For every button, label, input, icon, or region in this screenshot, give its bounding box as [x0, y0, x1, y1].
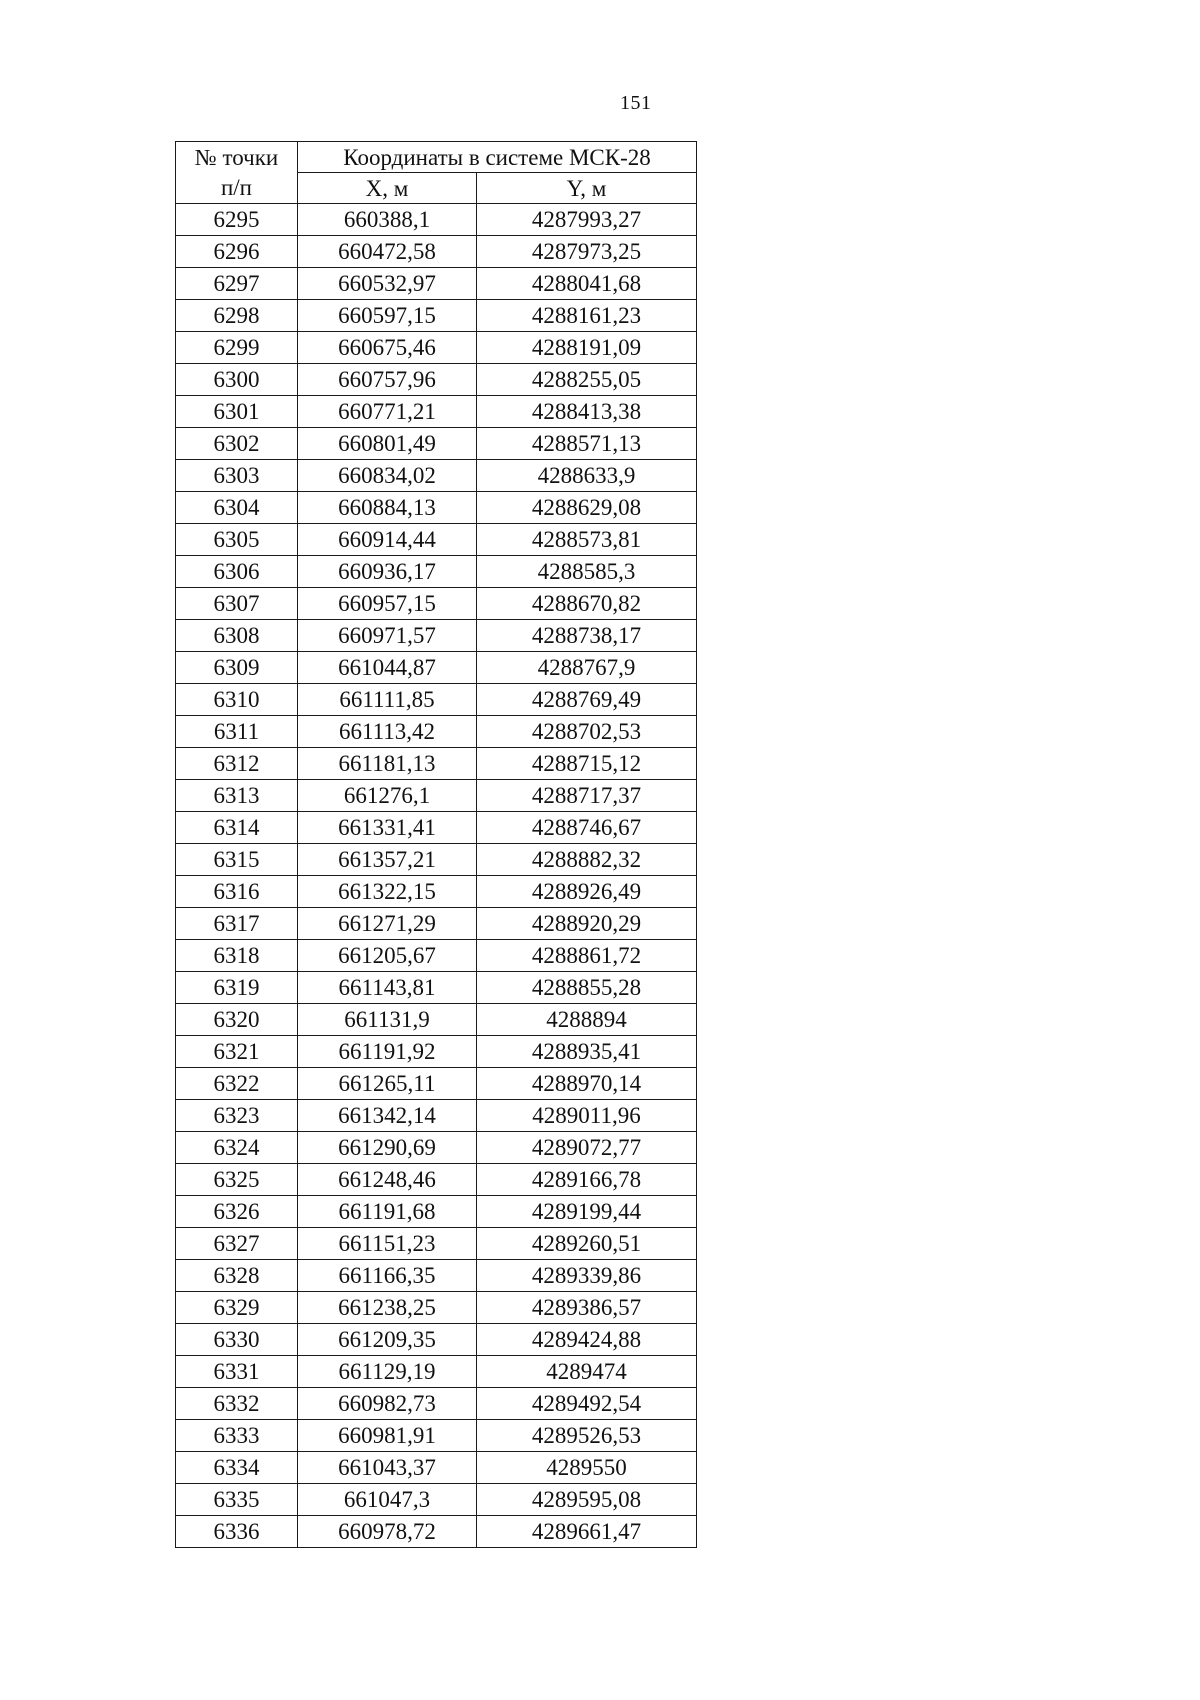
x-coordinate-cell: 661248,46 [298, 1164, 477, 1196]
point-number-cell: 6310 [176, 684, 298, 716]
table-row [176, 972, 697, 1004]
table-row [176, 1292, 697, 1324]
point-number-cell: 6328 [176, 1260, 298, 1292]
point-number-cell: 6324 [176, 1132, 298, 1164]
x-coordinate-cell: 661143,81 [298, 972, 477, 1004]
table-row [176, 492, 697, 524]
y-coordinate-cell: 4287973,25 [477, 236, 697, 268]
y-coordinate-cell: 4288894 [477, 1004, 697, 1036]
y-coordinate-cell: 4288585,3 [477, 556, 697, 588]
x-coordinate-cell: 661191,68 [298, 1196, 477, 1228]
point-number-cell: 6329 [176, 1292, 298, 1324]
y-coordinate-cell: 4288161,23 [477, 300, 697, 332]
y-coordinate-cell: 4288926,49 [477, 876, 697, 908]
point-number-cell: 6300 [176, 364, 298, 396]
x-coordinate-cell: 661047,3 [298, 1484, 477, 1516]
table-row [176, 1132, 697, 1164]
y-coordinate-cell: 4289386,57 [477, 1292, 697, 1324]
table-row [176, 1196, 697, 1228]
table-row [176, 684, 697, 716]
x-coordinate-cell: 661111,85 [298, 684, 477, 716]
y-coordinate-cell: 4289011,96 [477, 1100, 697, 1132]
x-coordinate-cell: 661043,37 [298, 1452, 477, 1484]
table-row [176, 780, 697, 812]
y-coordinate-cell: 4289661,47 [477, 1516, 697, 1548]
y-coordinate-cell: 4289492,54 [477, 1388, 697, 1420]
table-row [176, 844, 697, 876]
y-coordinate-cell: 4288769,49 [477, 684, 697, 716]
x-coordinate-cell: 660884,13 [298, 492, 477, 524]
x-coordinate-cell: 661113,42 [298, 716, 477, 748]
header-point-line2: п/п [220, 174, 252, 200]
table-row [176, 1356, 697, 1388]
table-row [176, 396, 697, 428]
table-row [176, 1164, 697, 1196]
point-number-cell: 6331 [176, 1356, 298, 1388]
table-row [176, 300, 697, 332]
point-number-cell: 6321 [176, 1036, 298, 1068]
point-number-cell: 6335 [176, 1484, 298, 1516]
point-number-cell: 6295 [176, 204, 298, 236]
table-row [176, 876, 697, 908]
y-coordinate-cell: 4289072,77 [477, 1132, 697, 1164]
point-number-cell: 6303 [176, 460, 298, 492]
point-number-cell: 6322 [176, 1068, 298, 1100]
x-coordinate-cell: 660914,44 [298, 524, 477, 556]
x-coordinate-cell: 661322,15 [298, 876, 477, 908]
y-coordinate-cell: 4288717,37 [477, 780, 697, 812]
point-number-cell: 6306 [176, 556, 298, 588]
point-number-cell: 6334 [176, 1452, 298, 1484]
table-row [176, 588, 697, 620]
x-coordinate-cell: 661342,14 [298, 1100, 477, 1132]
y-coordinate-cell: 4288255,05 [477, 364, 697, 396]
x-coordinate-cell: 660978,72 [298, 1516, 477, 1548]
table-row [176, 1420, 697, 1452]
table-row [176, 908, 697, 940]
table-row [176, 620, 697, 652]
x-coordinate-cell: 661166,35 [298, 1260, 477, 1292]
y-coordinate-cell: 4288629,08 [477, 492, 697, 524]
table-row [176, 1228, 697, 1260]
table-row [176, 556, 697, 588]
y-coordinate-cell: 4288041,68 [477, 268, 697, 300]
table-row [176, 1068, 697, 1100]
y-coordinate-cell: 4288738,17 [477, 620, 697, 652]
y-coordinate-cell: 4288670,82 [477, 588, 697, 620]
y-coordinate-cell: 4288746,67 [477, 812, 697, 844]
x-coordinate-cell: 661209,35 [298, 1324, 477, 1356]
table-row [176, 1452, 697, 1484]
y-coordinate-cell: 4288571,13 [477, 428, 697, 460]
x-coordinate-cell: 661238,25 [298, 1292, 477, 1324]
x-coordinate-cell: 661265,11 [298, 1068, 477, 1100]
point-number-cell: 6302 [176, 428, 298, 460]
point-number-cell: 6296 [176, 236, 298, 268]
y-coordinate-cell: 4288920,29 [477, 908, 697, 940]
table-row [176, 460, 697, 492]
table-row [176, 236, 697, 268]
table-row [176, 524, 697, 556]
y-coordinate-cell: 4289339,86 [477, 1260, 697, 1292]
point-number-cell: 6305 [176, 524, 298, 556]
table-row [176, 428, 697, 460]
point-number-cell: 6308 [176, 620, 298, 652]
point-number-cell: 6319 [176, 972, 298, 1004]
table-row [176, 1260, 697, 1292]
x-coordinate-cell: 660771,21 [298, 396, 477, 428]
point-number-cell: 6333 [176, 1420, 298, 1452]
y-coordinate-cell: 4288413,38 [477, 396, 697, 428]
table-row [176, 716, 697, 748]
header-x: X, м [298, 173, 477, 204]
y-coordinate-cell: 4288855,28 [477, 972, 697, 1004]
x-coordinate-cell: 660757,96 [298, 364, 477, 396]
point-number-cell: 6299 [176, 332, 298, 364]
point-number-cell: 6312 [176, 748, 298, 780]
x-coordinate-cell: 661290,69 [298, 1132, 477, 1164]
x-coordinate-cell: 660971,57 [298, 620, 477, 652]
point-number-cell: 6336 [176, 1516, 298, 1548]
y-coordinate-cell: 4288633,9 [477, 460, 697, 492]
page-number: 151 [620, 92, 652, 114]
x-coordinate-cell: 661205,67 [298, 940, 477, 972]
x-coordinate-cell: 661271,29 [298, 908, 477, 940]
table-row [176, 1036, 697, 1068]
y-coordinate-cell: 4288702,53 [477, 716, 697, 748]
x-coordinate-cell: 660801,49 [298, 428, 477, 460]
table-row [176, 268, 697, 300]
point-number-cell: 6314 [176, 812, 298, 844]
x-coordinate-cell: 661044,87 [298, 652, 477, 684]
table-row [176, 1324, 697, 1356]
x-coordinate-cell: 661276,1 [298, 780, 477, 812]
y-coordinate-cell: 4289199,44 [477, 1196, 697, 1228]
table-row [176, 748, 697, 780]
header-coordinates: Координаты в системе МСК-28 [298, 142, 697, 173]
x-coordinate-cell: 660472,58 [298, 236, 477, 268]
y-coordinate-cell: 4289595,08 [477, 1484, 697, 1516]
point-number-cell: 6332 [176, 1388, 298, 1420]
point-number-cell: 6323 [176, 1100, 298, 1132]
x-coordinate-cell: 661181,13 [298, 748, 477, 780]
point-number-cell: 6297 [176, 268, 298, 300]
table-row [176, 652, 697, 684]
y-coordinate-cell: 4287993,27 [477, 204, 697, 236]
x-coordinate-cell: 661191,92 [298, 1036, 477, 1068]
point-number-cell: 6298 [176, 300, 298, 332]
point-number-cell: 6317 [176, 908, 298, 940]
table-row [176, 1484, 697, 1516]
y-coordinate-cell: 4288861,72 [477, 940, 697, 972]
y-coordinate-cell: 4288882,32 [477, 844, 697, 876]
x-coordinate-cell: 660957,15 [298, 588, 477, 620]
table-row [176, 940, 697, 972]
header-point-number [176, 142, 298, 204]
table-row [176, 332, 697, 364]
y-coordinate-cell: 4288573,81 [477, 524, 697, 556]
x-coordinate-cell: 660981,91 [298, 1420, 477, 1452]
point-number-cell: 6309 [176, 652, 298, 684]
point-number-cell: 6311 [176, 716, 298, 748]
header-y: Y, м [477, 173, 697, 204]
x-coordinate-cell: 661129,19 [298, 1356, 477, 1388]
y-coordinate-cell: 4289166,78 [477, 1164, 697, 1196]
x-coordinate-cell: 661131,9 [298, 1004, 477, 1036]
x-coordinate-cell: 660834,02 [298, 460, 477, 492]
table-body [176, 204, 697, 1548]
y-coordinate-cell: 4288715,12 [477, 748, 697, 780]
point-number-cell: 6326 [176, 1196, 298, 1228]
y-coordinate-cell: 4289474 [477, 1356, 697, 1388]
y-coordinate-cell: 4288767,9 [477, 652, 697, 684]
x-coordinate-cell: 660675,46 [298, 332, 477, 364]
table-header [176, 142, 697, 204]
x-coordinate-cell: 661331,41 [298, 812, 477, 844]
y-coordinate-cell: 4289550 [477, 1452, 697, 1484]
point-number-cell: 6304 [176, 492, 298, 524]
table-row [176, 1516, 697, 1548]
table-row [176, 812, 697, 844]
point-number-cell: 6318 [176, 940, 298, 972]
x-coordinate-cell: 661151,23 [298, 1228, 477, 1260]
y-coordinate-cell: 4288970,14 [477, 1068, 697, 1100]
point-number-cell: 6301 [176, 396, 298, 428]
table-row [176, 1100, 697, 1132]
point-number-cell: 6325 [176, 1164, 298, 1196]
y-coordinate-cell: 4288191,09 [477, 332, 697, 364]
y-coordinate-cell: 4289260,51 [477, 1228, 697, 1260]
point-number-cell: 6320 [176, 1004, 298, 1036]
x-coordinate-cell: 660982,73 [298, 1388, 477, 1420]
point-number-cell: 6307 [176, 588, 298, 620]
point-number-cell: 6316 [176, 876, 298, 908]
coordinates-table [175, 141, 697, 1548]
x-coordinate-cell: 660936,17 [298, 556, 477, 588]
y-coordinate-cell: 4288935,41 [477, 1036, 697, 1068]
point-number-cell: 6327 [176, 1228, 298, 1260]
header-point-line1: № точки [194, 144, 279, 170]
y-coordinate-cell: 4289424,88 [477, 1324, 697, 1356]
point-number-cell: 6313 [176, 780, 298, 812]
x-coordinate-cell: 660388,1 [298, 204, 477, 236]
point-number-cell: 6315 [176, 844, 298, 876]
x-coordinate-cell: 660597,15 [298, 300, 477, 332]
y-coordinate-cell: 4289526,53 [477, 1420, 697, 1452]
point-number-cell: 6330 [176, 1324, 298, 1356]
table-row [176, 1388, 697, 1420]
x-coordinate-cell: 661357,21 [298, 844, 477, 876]
x-coordinate-cell: 660532,97 [298, 268, 477, 300]
table-row [176, 1004, 697, 1036]
table-row [176, 204, 697, 236]
table-row [176, 364, 697, 396]
